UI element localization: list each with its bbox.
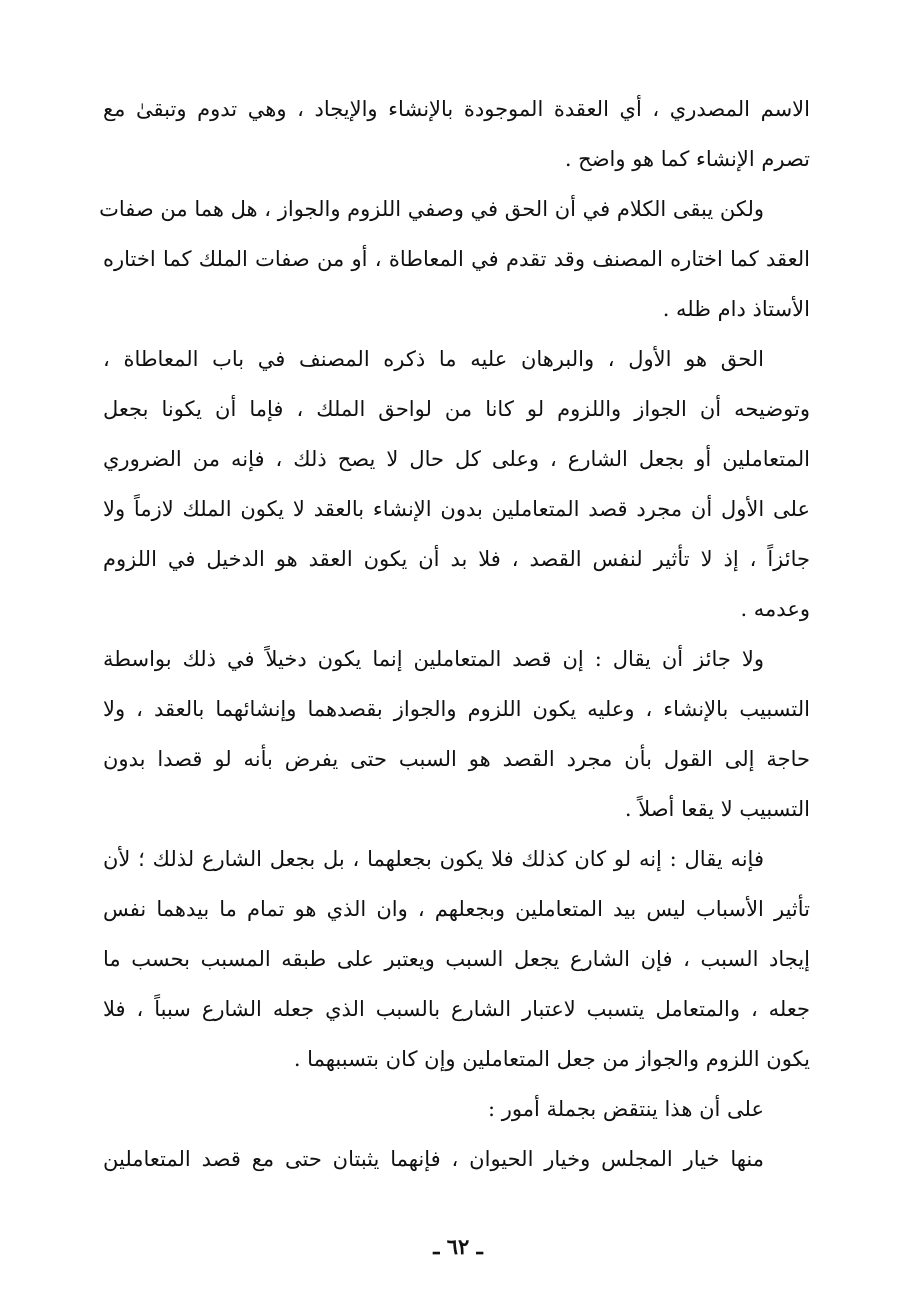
text-line: التسبيب بالإنشاء ، وعليه يكون اللزوم والجواز بقصدهما وإنشائهما بالعقد ، ولا — [103, 697, 810, 721]
text-line: على الأول أن مجرد قصد المتعاملين بدون الإنشاء بالعقد لا يكون الملك لازماً ولا — [103, 497, 810, 521]
text-line: تأثير الأسباب ليس بيد المتعاملين وبجعلهم ، وان الذي هو تمام ما بيدهما نفس — [103, 897, 810, 921]
text-line: منها خيار المجلس وخيار الحيوان ، فإنهما يثبتان حتى مع قصد المتعاملين — [103, 1147, 764, 1171]
text-line: فإنه يقال : إنه لو كان كذلك فلا يكون بجعلهما ، بل بجعل الشارع لذلك ؛ لأن — [103, 847, 764, 871]
text-line: يكون اللزوم والجواز من جعل المتعاملين وإن كان بتسببهما . — [293, 1047, 810, 1071]
text-line: تصرم الإنشاء كما هو واضح . — [564, 147, 810, 171]
text-line: الاسم المصدري ، أي العقدة الموجودة بالإنشاء والإيجاد ، وهي تدوم وتبقىٰ مع — [103, 97, 810, 121]
page-number: ـ ٦٢ ـ — [433, 1234, 483, 1259]
text-line: ولا جائز أن يقال : إن قصد المتعاملين إنما يكون دخيلاً في ذلك بواسطة — [103, 647, 764, 671]
text-line: ولكن يبقى الكلام في أن الحق في وصفي اللزوم والجواز ، هل هما من صفات — [99, 197, 764, 221]
text-line: جائزاً ، إذ لا تأثير لنفس القصد ، فلا بد أن يكون العقد هو الدخيل في اللزوم — [103, 547, 810, 571]
body-text — [99, 84, 810, 1184]
text-line: الأستاذ دام ظله . — [662, 297, 810, 321]
text-line: وعدمه . — [740, 597, 810, 621]
text-line: العقد كما اختاره المصنف وقد تقدم في المعاطاة ، أو من صفات الملك كما اختاره — [103, 247, 810, 271]
text-line: حاجة إلى القول بأن مجرد القصد هو السبب حتى يفرض بأنه لو قصدا بدون — [103, 747, 810, 771]
text-line: التسبيب لا يقعا أصلاً . — [624, 797, 810, 821]
text-line: إيجاد السبب ، فإن الشارع يجعل السبب ويعتبر على طبقه المسبب بحسب ما — [103, 947, 810, 971]
text-line: الحق هو الأول ، والبرهان عليه ما ذكره المصنف في باب المعاطاة ، — [103, 347, 764, 371]
text-line: على أن هذا ينتقض بجملة أمور : — [488, 1097, 764, 1121]
text-line: المتعاملين أو بجعل الشارع ، وعلى كل حال لا يصح ذلك ، فإنه من الضروري — [103, 447, 810, 471]
text-line: جعله ، والمتعامل يتسبب لاعتبار الشارع بالسبب الذي جعله الشارع سبباً ، فلا — [103, 997, 810, 1021]
text-line: وتوضيحه أن الجواز واللزوم لو كانا من لواحق الملك ، فإما أن يكونا بجعل — [103, 397, 810, 421]
